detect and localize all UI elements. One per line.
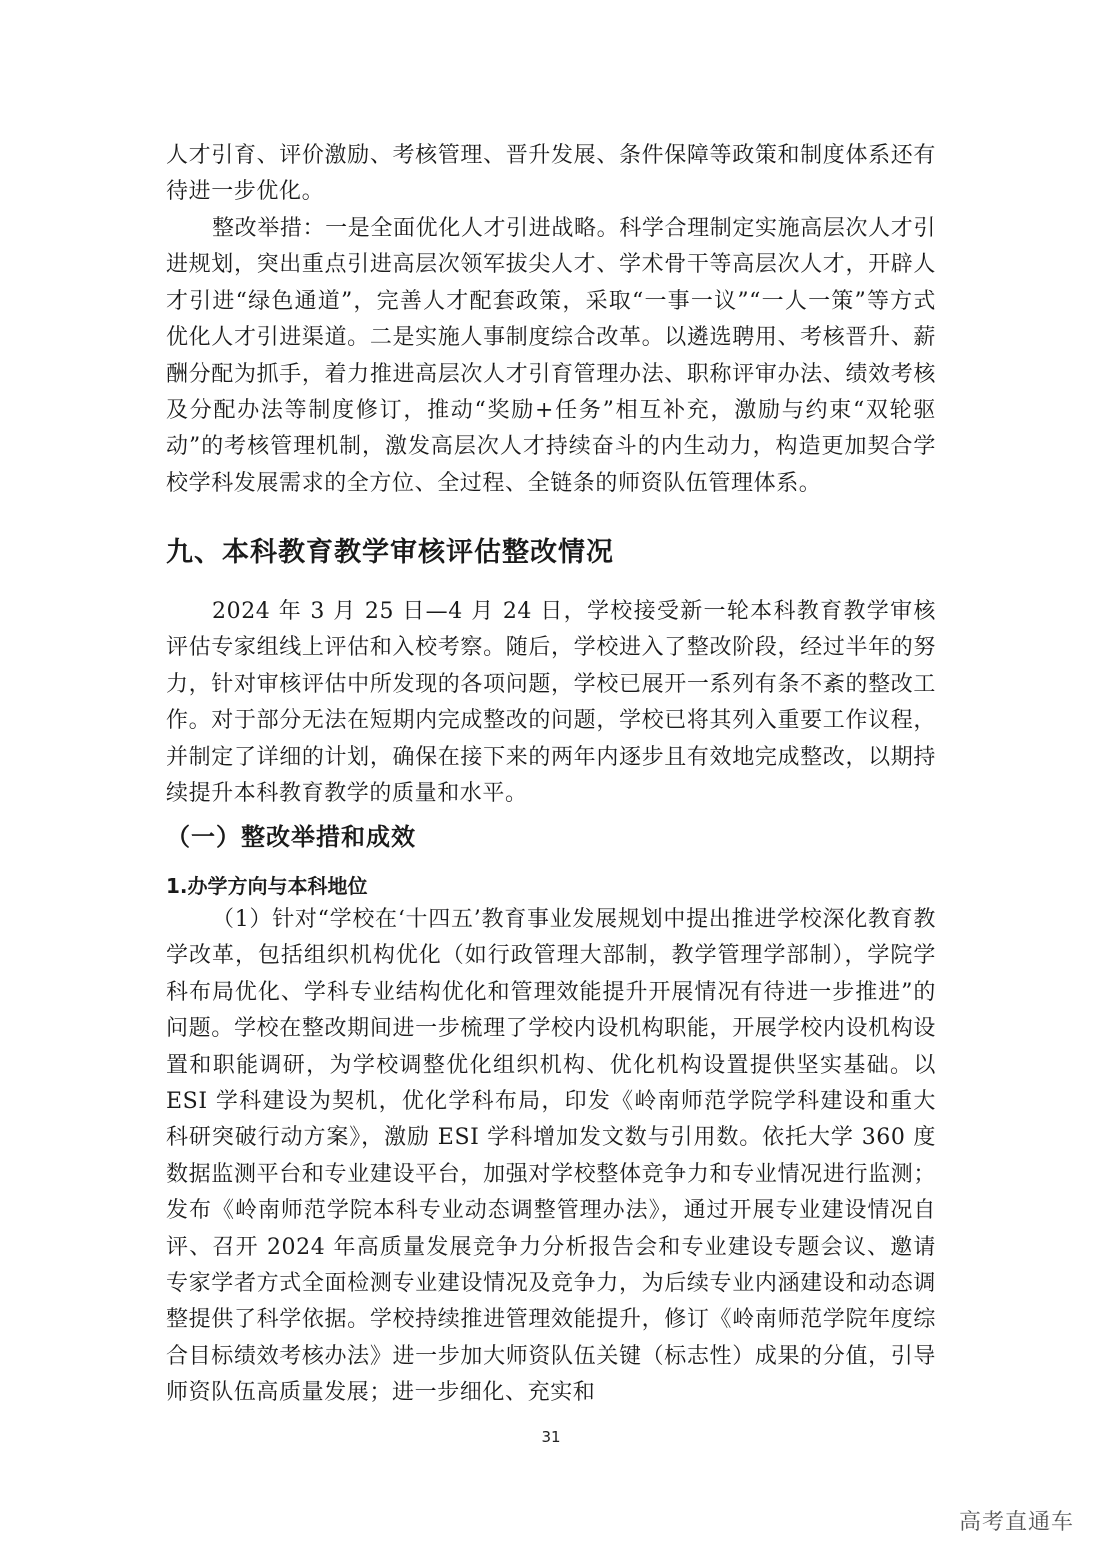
watermark-text: 高考直通车 (958, 1510, 1074, 1535)
paragraph-item-1-detail: （1）针对“学校在‘十四五’教育事业发展规划中提出推进学校深化教育教学改革，包括组织机构优化（如行政管理大部制，教学管理学部制），学院学科布局优化、学科专业结构优化和管理效能提升开展情况有待进一步推进”的问题。学校在整改期间进一步梳理了学校内设机构职能，开展学校内设机构设置和职能调研，为学校调整优化组织机构、优化机构设置提供坚实基础。以 ESI 学科建设为契机，优化学科布局，印发《岭南师范学院学科建设和重大科研突破行动方案》，激励 ESI 学科增加发文数与引用数。依托大学 360 度数据监测平台和专业建设平台，加强对学校整体竞争力和专业情况进行监测；发布《岭南师范学院本科专业动态调整管理办法》，通过开展专业建设情况自评、召开 2024 年高质量发展竞争力分析报告会和专业建设专题会议、邀请专家学者方式全面检测专业建设情况及竞争力，为后续专业内涵建设和动态调整提供了科学依据。学校持续推进管理效能提升，修订《岭南师范学院年度综合目标绩效考核办法》进一步加大师资队伍关键（标志性）成果的分值，引导师资队伍高质量发展；进一步细化、充实和 (166, 907, 936, 1406)
paragraph-rectification-measures: 整改举措：一是全面优化人才引进战略。科学合理制定实施高层次人才引进规划，突出重点引进高层次领军拔尖人才、学术骨干等高层次人才，开辟人才引进“绿色通道”，完善人才配套政策，采取“一事一议”“一人一策”等方式优化人才引进渠道。二是实施人事制度综合改革。以遴选聘用、考核晋升、薪酬分配为抓手，着力推进高层次人才引育管理办法、职称评审办法、绩效考核及分配办法等制度修订，推动“奖励+任务”相互补充，激励与约束“双轮驱动”的考核管理机制，激发高层次人才持续奋斗的内生动力，构造更加契合学校学科发展需求的全方位、全过程、全链条的师资队伍管理体系。 (166, 216, 936, 496)
item-heading-1: 1.办学方向与本科地位 (166, 874, 368, 898)
subsection-heading-1: （一）整改举措和成效 (166, 823, 416, 851)
section-heading-9: 九、本科教育教学审核评估整改情况 (166, 537, 614, 568)
paragraph-talent-policy: 人才引育、评价激励、考核管理、晋升发展、条件保障等政策和制度体系还有待进一步优化。 (166, 143, 936, 205)
paragraph-review-overview: 2024 年 3 月 25 日—4 月 24 日，学校接受新一轮本科教育教学审核评估专家组线上评估和入校考察。随后，学校进入了整改阶段，经过半年的努力，针对审核评估中所发现的各项问题，学校已展开一系列有条不紊的整改工作。对于部分无法在短期内完成整改的问题，学校已将其列入重要工作议程，并制定了详细的计划，确保在接下来的两年内逐步且有效地完成整改，以期持续提升本科教育教学的质量和水平。 (166, 599, 936, 807)
page-number: 31 (541, 1428, 561, 1446)
